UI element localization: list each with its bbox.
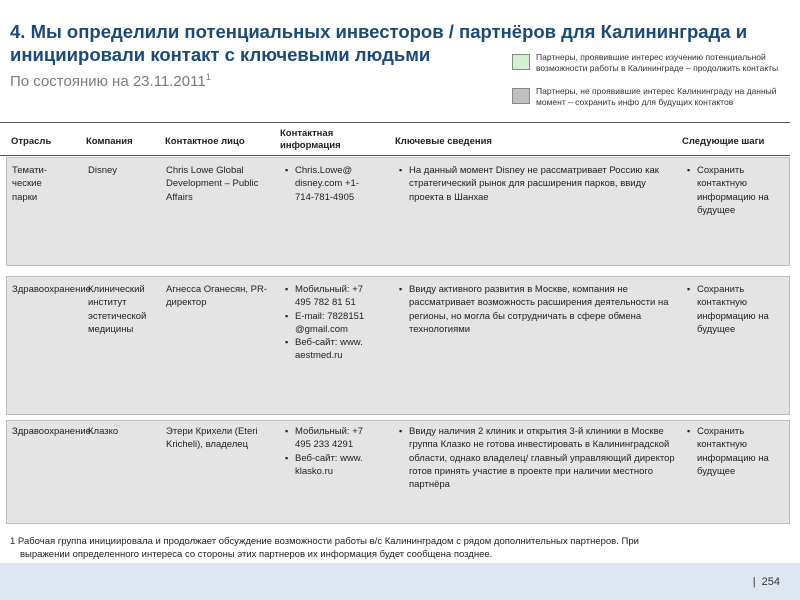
page-subtitle [10, 72, 211, 90]
subtitle-date: По состоянию на 23.11.2011 [10, 73, 206, 90]
legend-item-interested [512, 52, 798, 86]
cell-info [285, 425, 367, 478]
page-separator: | [752, 576, 756, 588]
info-item: ▪ Chris.Lowe@ disney.com +1-714-781-4905 [285, 164, 367, 204]
legend [512, 52, 798, 120]
cell-info [285, 283, 367, 363]
key-item: ▪ Ввиду активного развития в Москве, компания не рассматривает возможность расширения деятельности на регионы, но могла бы сотрудничать в сфере обмена технологиями [399, 283, 675, 336]
column-header-key: Ключевые сведения [395, 136, 492, 147]
next-item: ▪ Сохранить контактную информацию на будущее [687, 425, 785, 478]
legend-item-not-interested [512, 86, 798, 120]
column-header-company: Компания [86, 136, 133, 147]
info-item: ▪ Веб-сайт: www.aestmed.ru [285, 336, 367, 363]
legend-text-not-interested: Партнеры, не проявившие интерес Калининграду на данный момент – сохранить инфо для будущих контактов [536, 86, 777, 107]
column-header-contact: Контактное лицо [165, 136, 245, 147]
cell-industry: Темати-ческие парки [12, 165, 47, 203]
key-item: ▪ Ввиду наличия 2 клиник и открытия 3-й клиники в Москве группа Клазко не готова инвестировать в Калининградской области, однако владелец/ главный управляющий директор готов принять участие в проекте при наличии местного партнёра [399, 425, 675, 491]
cell-next [687, 425, 785, 478]
page-number [753, 576, 780, 588]
info-item: ▪ Мобильный: +7 495 782 81 51 [285, 283, 367, 310]
cell-info [285, 164, 367, 204]
header-top-rule [0, 122, 790, 123]
footnote-line-1: 1 Рабочая группа инициировала и продолжает обсуждение возможности работы в/с Калининградом с рядом дополнительных партнеров. При [10, 536, 639, 547]
page-title: 4. Мы определили потенциальных инвесторов / партнёров для Калининграда и инициировали контакт с ключевыми людьми [10, 21, 748, 65]
next-item: ▪ Сохранить контактную информацию на будущее [687, 283, 785, 336]
footnote [10, 536, 785, 561]
cell-next [687, 283, 785, 336]
key-item: ▪ На данный момент Disney не рассматривает Россию как стратегический рынок для расширения парков, ввиду проекта в Шанхае [399, 164, 675, 204]
legend-swatch-gray [512, 88, 530, 104]
legend-text-interested: Партнеры, проявившие интерес изучению потенциальной возможности работы в Калининграде – продолжить контакты [536, 52, 779, 73]
cell-key [399, 425, 675, 491]
cell-industry: Здравоохранение [12, 284, 91, 295]
cell-key [399, 164, 675, 204]
cell-company: Клазко [88, 426, 119, 437]
legend-swatch-green [512, 54, 530, 70]
cell-company: Клинический институт эстетической медицины [88, 284, 147, 335]
info-item: ▪ Мобильный: +7 495 233 4291 [285, 425, 367, 452]
subtitle-footnote-marker: 1 [205, 72, 211, 82]
cell-key [399, 283, 675, 336]
column-header-industry: Отрасль [11, 136, 52, 147]
cell-industry: Здравоохранение [12, 426, 91, 437]
info-item: ▪ Веб-сайт: www.klasko.ru [285, 452, 367, 479]
cell-next [687, 164, 785, 217]
cell-contact: Chris Lowe Global Development – Public Affairs [166, 165, 259, 203]
cell-contact: Агнесса Оганесян, PR-директор [166, 284, 267, 309]
column-header-next: Следующие шаги [682, 136, 765, 147]
header-bottom-rule [0, 155, 790, 156]
next-item: ▪ Сохранить контактную информацию на будущее [687, 164, 785, 217]
column-header-info: Контактная информация [280, 128, 341, 151]
cell-contact: Этери Крихели (Eteri Kricheli), владелец [166, 426, 258, 451]
footer-bar [0, 563, 800, 600]
footnote-line-2: выражении определенного интереса со стороны этих партнеров их информация будет сообщена позднее. [20, 548, 493, 560]
page-number-value: 254 [761, 576, 780, 588]
cell-company: Disney [88, 165, 118, 176]
info-item: ▪ E-mail: 7828151@gmail.com [285, 310, 367, 337]
